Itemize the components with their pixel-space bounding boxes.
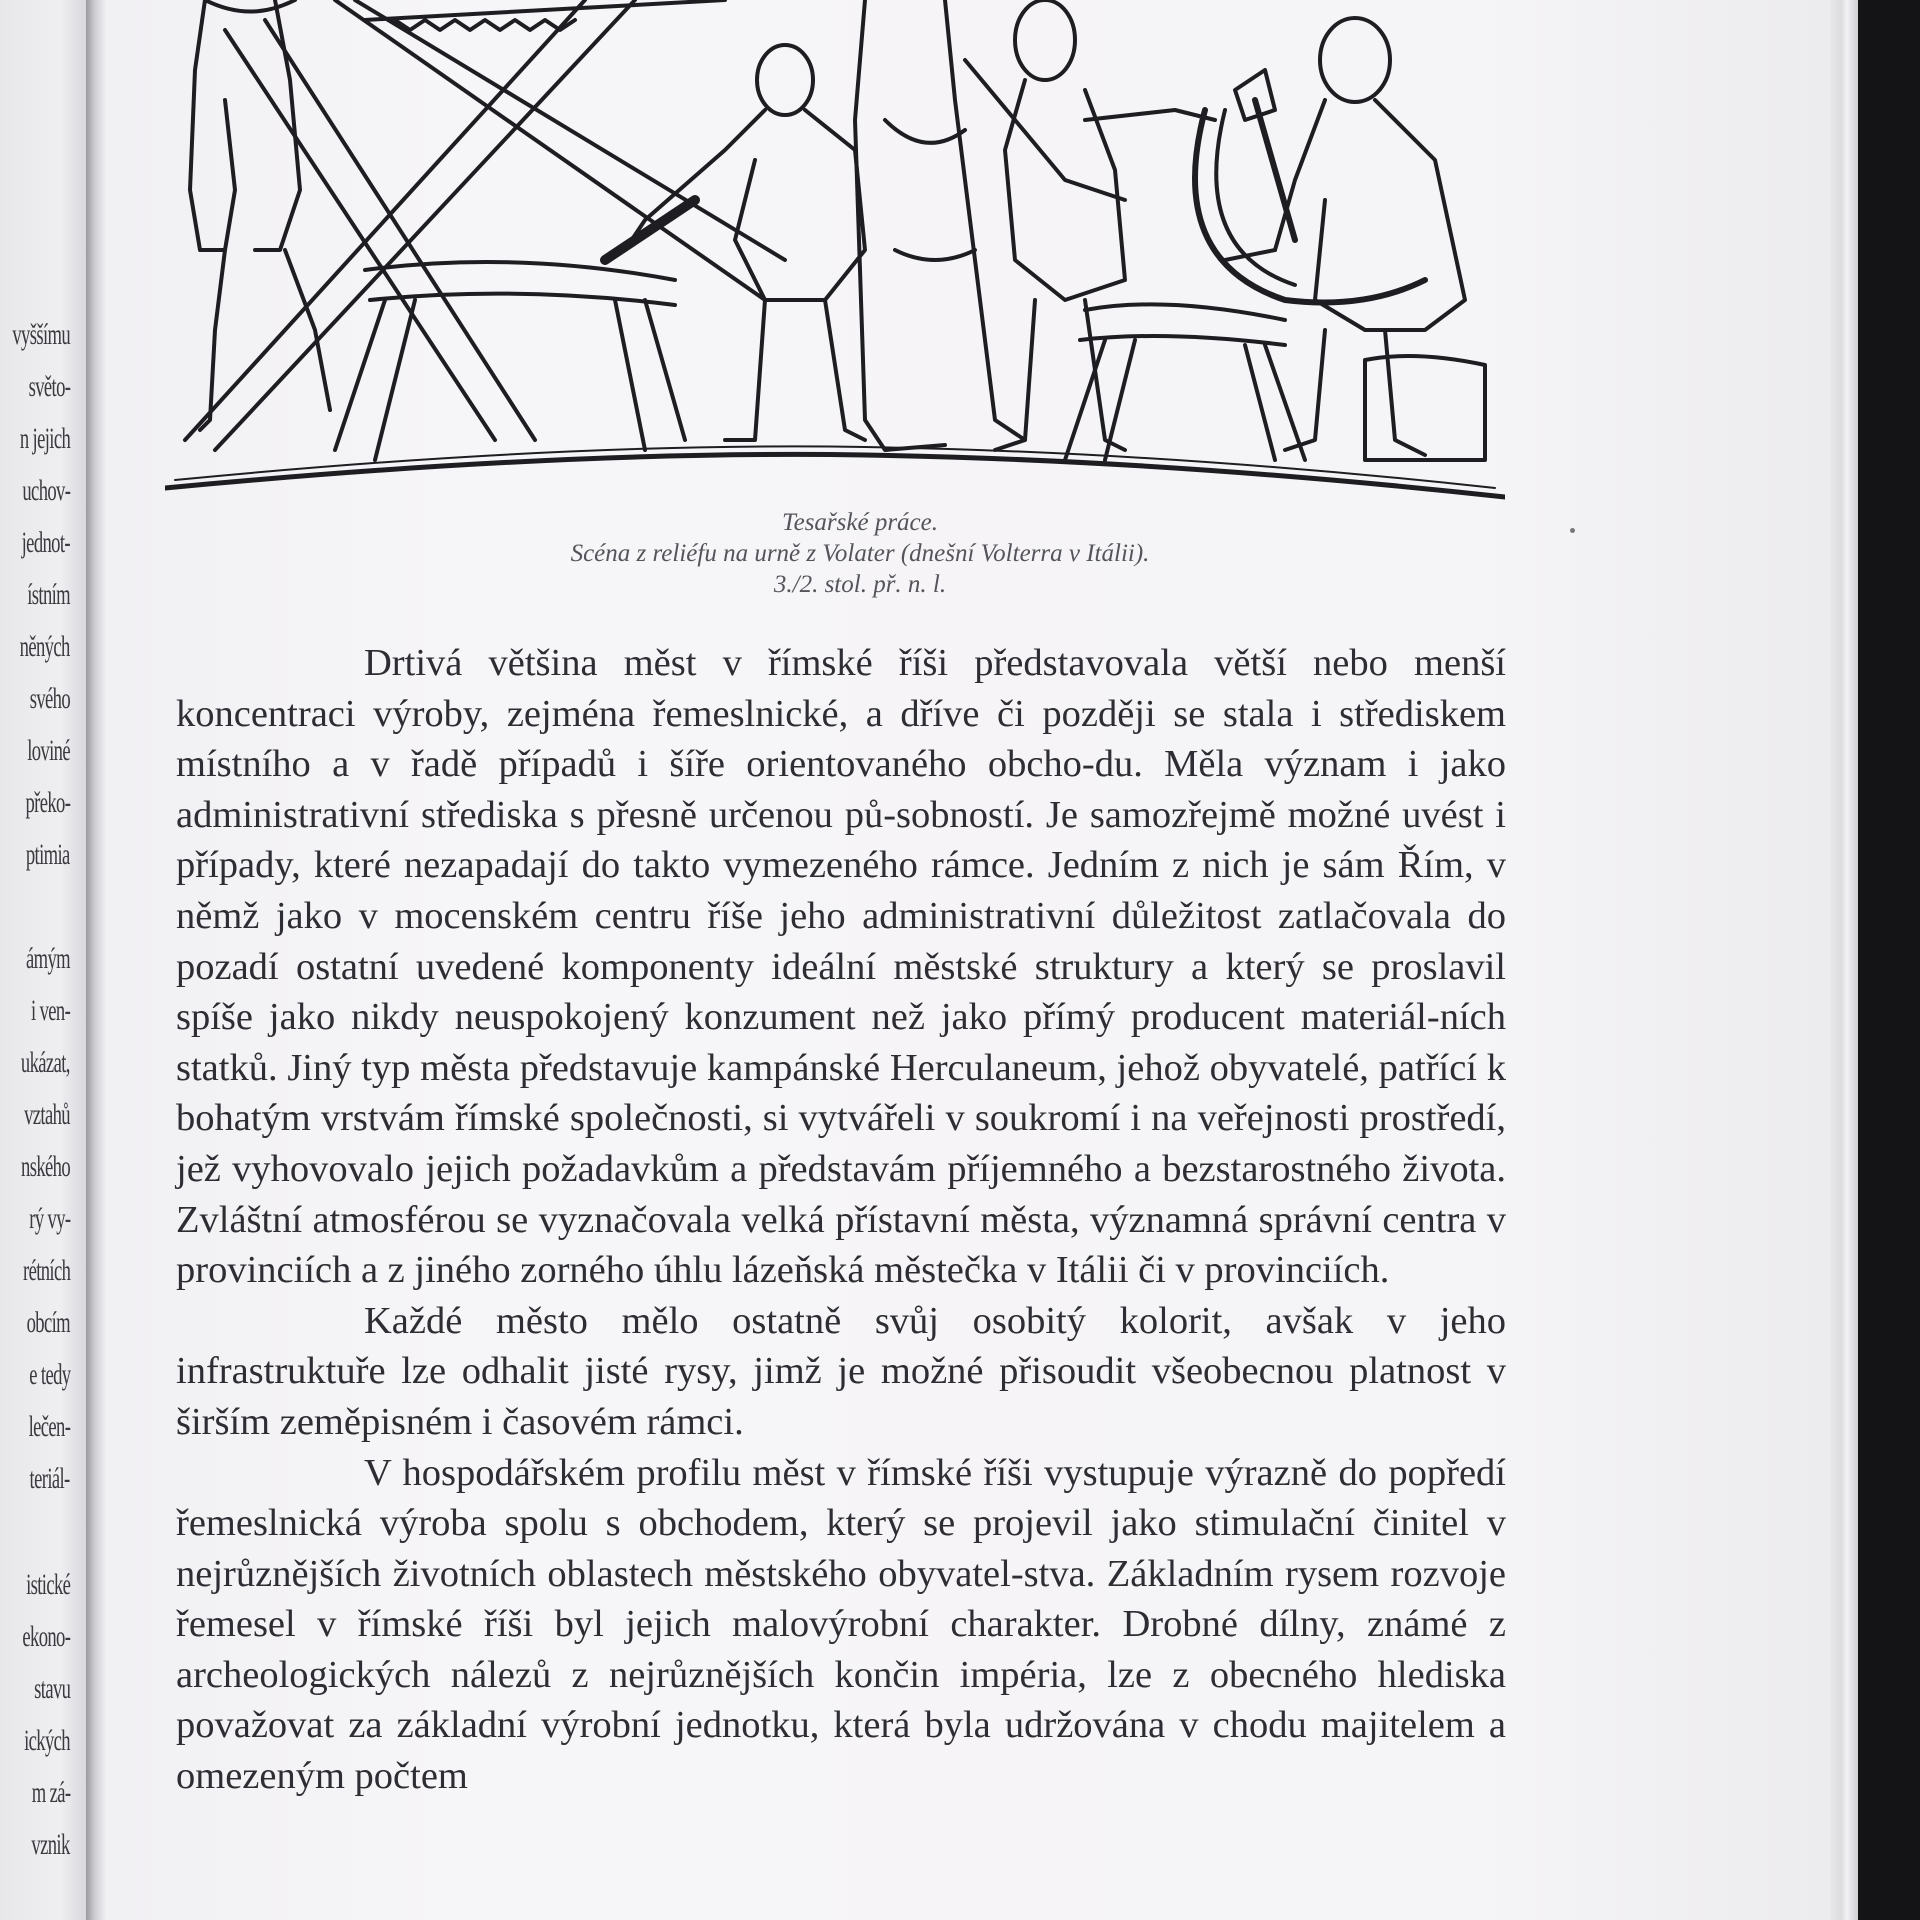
- book-gutter: [86, 0, 106, 1920]
- left-page-line-fragment: stavu: [33, 1672, 70, 1705]
- caption-date: 3./2. stol. př. n. l.: [773, 571, 947, 598]
- left-page-line-fragment: ukázat,: [21, 1046, 70, 1079]
- left-page-line-fragment: ických: [24, 1724, 70, 1757]
- left-page-line-fragment: vztahů: [24, 1098, 70, 1131]
- figure-caption: [360, 507, 1360, 600]
- left-page-line-fragment: ekono-: [22, 1620, 70, 1653]
- left-page-line-fragment: rétních: [22, 1254, 70, 1287]
- page-speck: [1570, 528, 1575, 533]
- left-page-line-fragment: ístním: [27, 578, 70, 611]
- page-stack-edge: [1830, 0, 1858, 1920]
- left-page-line-fragment: lečen-: [28, 1410, 70, 1443]
- caption-description: Scéna z reliéfu na urně z Volater (dnešní Volterra v Itálii).: [570, 540, 1150, 567]
- left-page-line-fragment: loviné: [27, 734, 70, 767]
- left-page-line-fragment: ptimia: [26, 838, 70, 871]
- left-page-line-fragment: svého: [29, 682, 70, 715]
- left-page-line-fragment: istické: [25, 1568, 70, 1601]
- left-page-line-fragment: teriál-: [29, 1462, 70, 1495]
- left-page-line-fragment: vznik: [31, 1828, 70, 1861]
- caption-title: Tesařské práce.: [781, 509, 938, 536]
- left-page-line-fragment: rý vy-: [28, 1202, 70, 1235]
- left-page-line-fragment: n jejich: [19, 422, 70, 455]
- left-page-line-fragment: i ven-: [30, 994, 70, 1027]
- left-page-line-fragment: vyššímu: [12, 318, 70, 351]
- left-facing-page: [0, 0, 86, 1920]
- left-page-line-fragment: světo-: [28, 370, 70, 403]
- left-page-line-fragment: e tedy: [28, 1358, 70, 1391]
- paragraph-1: Drtivá většina měst v římské říši představovala větší nebo menší koncentraci výroby, zejména řemeslnické, a dříve či později se stala i střediskem místního a v řadě případů i šíře orientovaného obcho-du. Měla význam i jako administrativní střediska s přesně určenou pů-sobností. Je samozřejmě možné uvést i případy, které nezapadají do takto vymezeného rámce. Jedním z nich je sám Řím, v němž jako v mocenském centru říše jeho administrativní důležitost zatlačovala do pozadí ostatní uvedené komponenty ideální městské struktury a který se proslavil spíše jako nikdy neuspokojený konzument než jako přímý producent materiál-ních statků. Jiný typ města představuje kampánské Herculaneum, jehož obyvatelé, patřící k bohatým vrstvám římské společnosti, si vytvářeli v soukromí i na veřejnosti prostředí, jež vyhovovalo jejich požadavkům a představám příjemného a bezstarostného života. Zvláštní atmosférou se vyznačovala velká přístavní města, významná správní centra v provinciích a z jiného zorného úhlu lázeňská městečka v Itálii či v provinciích.: [176, 642, 1506, 1292]
- left-page-line-fragment: uchov-: [22, 474, 70, 507]
- left-page-line-fragment: překo-: [25, 786, 70, 819]
- left-page-line-fragment: ámým: [25, 942, 70, 975]
- left-page-line-fragment: něných: [20, 630, 70, 663]
- body-text: [176, 638, 1506, 1802]
- left-page-line-fragment: jednot-: [21, 526, 70, 559]
- background-edge: [1855, 0, 1920, 1920]
- paragraph-3: V hospodářském profilu měst v římské říši vystupuje výrazně do popředí řemeslnická výroba spolu s obchodem, který se projevil jako stimulační činitel v nejrůznějších životních oblastech městského obyvatel-stva. Základním rysem rozvoje řemesel v římské říši byl jejich malovýrobní charakter. Drobné dílny, známé z archeologických nálezů z nejrůznějších končin impéria, lze z obecného hlediska považovat za základní výrobní jednotku, která byla udržována v chodu majitelem a omezeným počtem: [176, 1451, 1506, 1798]
- left-page-line-fragment: m zá-: [31, 1776, 70, 1809]
- carpentry-relief-illustration: [165, 0, 1505, 500]
- left-page-line-fragment: nského: [21, 1150, 70, 1183]
- paragraph-2: Každé město mělo ostatně svůj osobitý kolorit, avšak v jeho infrastruktuře lze odhalit jisté rysy, jimž je možné přisoudit všeobecnou platnost v širším zeměpisném i časovém rámci.: [176, 1299, 1506, 1443]
- left-page-line-fragment: obcím: [26, 1306, 70, 1339]
